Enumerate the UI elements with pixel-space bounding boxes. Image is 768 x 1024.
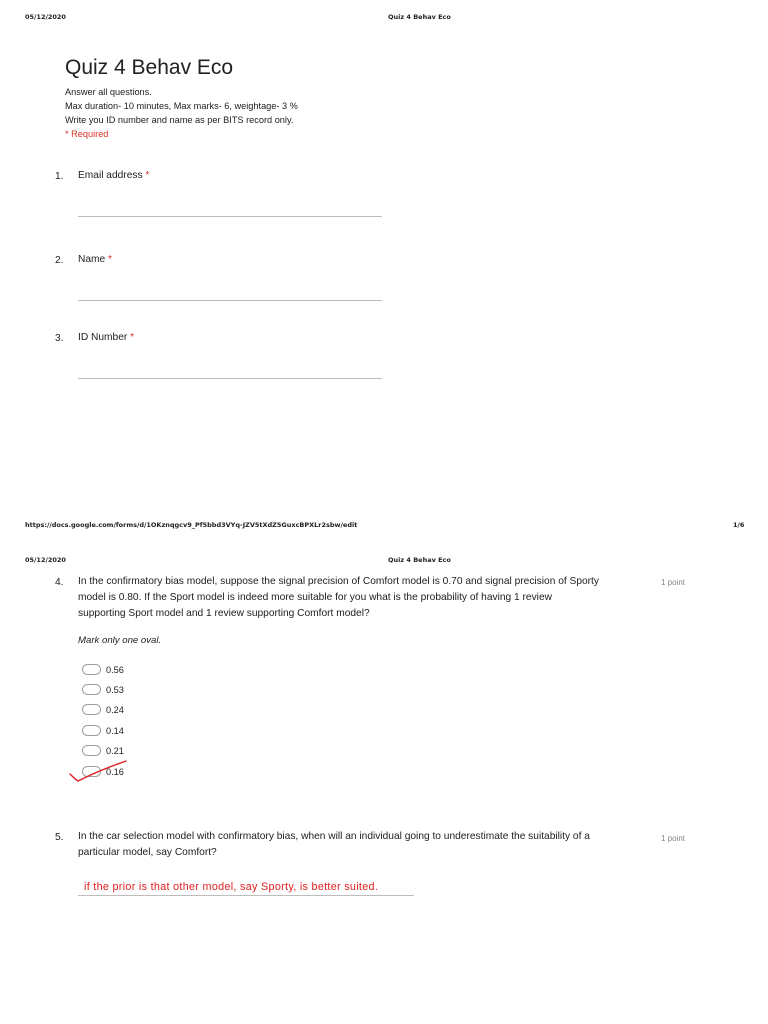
description-line: Write you ID number and name as per BITS record only. xyxy=(65,115,294,125)
radio-oval[interactable] xyxy=(82,725,101,736)
page-url: https://docs.google.com/forms/d/1OKznqgcv9_Pf5bbd3VYq-JZV5tXdZ5GuxcBPXLr2sbw/edit xyxy=(25,521,358,529)
question-text-5 xyxy=(78,829,658,861)
radio-oval[interactable] xyxy=(82,745,101,756)
question-text: Name xyxy=(78,254,106,265)
points-badge: 1 point xyxy=(661,834,686,843)
page-header-title: Quiz 4 Behav Eco xyxy=(388,556,451,564)
question-number: 1. xyxy=(55,171,64,182)
question-line: In the car selection model with confirmatory bias, when will an individual going to underestimate the suitability of a xyxy=(78,831,590,842)
name-field[interactable] xyxy=(78,300,382,301)
question-number: 3. xyxy=(55,333,64,344)
option-label: 0.53 xyxy=(106,685,124,695)
question-text: Email address xyxy=(78,170,143,181)
required-asterisk: * xyxy=(108,254,112,265)
option-label: 0.14 xyxy=(106,726,124,736)
email-field[interactable] xyxy=(78,216,382,217)
question-line: model is 0.80. If the Sport model is indeed more suitable for you what is the probability of having 1 review xyxy=(78,592,552,603)
points-badge: 1 point xyxy=(661,578,686,587)
question-text: ID Number xyxy=(78,332,128,343)
radio-oval[interactable] xyxy=(82,684,101,695)
option-label: 0.21 xyxy=(106,746,124,756)
required-asterisk: * xyxy=(130,332,135,343)
page-header-title: Quiz 4 Behav Eco xyxy=(388,13,451,21)
required-asterisk: * xyxy=(145,170,150,181)
checkmark-icon xyxy=(66,758,130,784)
question-hint: Mark only one oval. xyxy=(78,635,162,646)
question-text-4 xyxy=(78,574,668,622)
question-label-name xyxy=(78,252,112,268)
form-description xyxy=(65,85,298,141)
page-date: 05/12/2020 xyxy=(25,556,66,564)
handwritten-answer: if the prior is that other model, say Sporty, is better suited. xyxy=(84,881,379,893)
question-number: 4. xyxy=(55,577,64,588)
radio-oval[interactable] xyxy=(82,704,101,715)
question-line: particular model, say Comfort? xyxy=(78,847,217,858)
required-note: * Required xyxy=(65,129,109,139)
option-label: 0.56 xyxy=(106,665,124,675)
id-number-field[interactable] xyxy=(78,378,382,379)
description-line: Max duration- 10 minutes, Max marks- 6, weightage- 3 % xyxy=(65,101,298,111)
form-title: Quiz 4 Behav Eco xyxy=(65,56,234,79)
question-line: In the confirmatory bias model, suppose the signal precision of Comfort model is 0.70 and signal precision of Sporty xyxy=(78,576,599,587)
option-label: 0.24 xyxy=(106,705,124,715)
answer-field[interactable] xyxy=(78,880,414,896)
question-number: 5. xyxy=(55,832,64,843)
question-label-email xyxy=(78,168,149,184)
radio-oval[interactable] xyxy=(82,664,101,675)
option-label: 0.16 xyxy=(106,767,124,777)
question-label-id xyxy=(78,330,134,346)
description-line: Answer all questions. xyxy=(65,87,152,97)
question-number: 2. xyxy=(55,255,64,266)
question-line: supporting Sport model and 1 review supporting Comfort model? xyxy=(78,608,370,619)
page-date: 05/12/2020 xyxy=(25,13,66,21)
page-number: 1/6 xyxy=(733,521,745,529)
